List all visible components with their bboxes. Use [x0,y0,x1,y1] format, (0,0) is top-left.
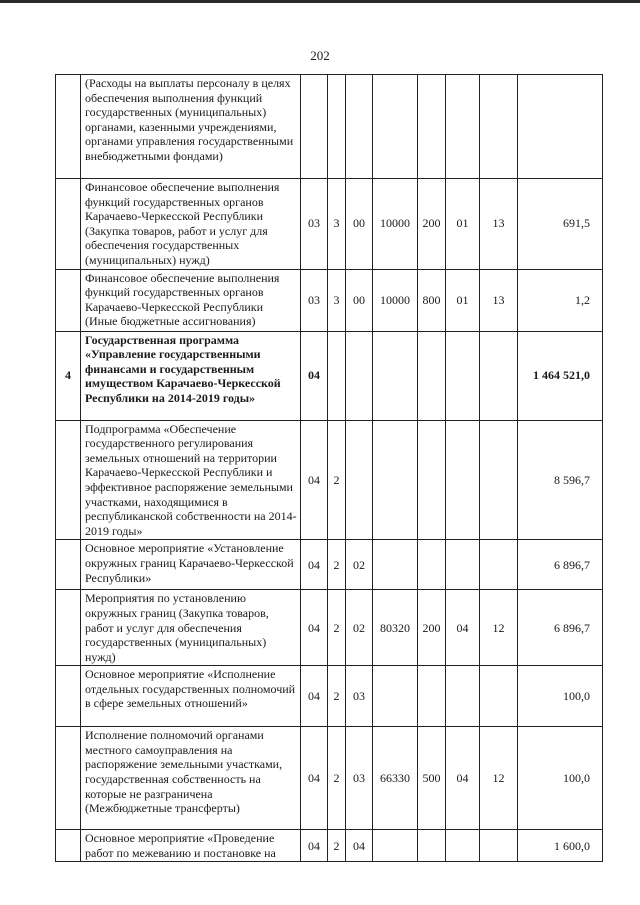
code-cell [346,420,373,540]
amount-cell: 100,0 [518,666,603,727]
code-cell: 04 [346,830,373,862]
code-cell: 04 [446,727,480,830]
code-cell: 04 [301,420,328,540]
page-number: 202 [310,48,330,63]
code-cell: 04 [301,331,328,420]
code-cell [373,420,418,540]
code-cell: 2 [328,727,346,830]
row-number-cell [56,666,81,727]
code-cell: 200 [418,179,446,270]
code-cell: 04 [301,830,328,862]
code-cell: 66330 [373,727,418,830]
code-cell: 01 [446,179,480,270]
code-cell [446,331,480,420]
code-cell: 04 [301,727,328,830]
row-number-cell [56,727,81,830]
row-name-cell: Финансовое обеспечение выполнения функций государственных органов Карачаево-Черкесской Республики (Закупка товаров, работ и услуг для обеспечения государственных (муниципальных) нужд) [81,179,301,270]
code-cell [373,666,418,727]
code-cell: 13 [480,269,518,331]
code-cell: 10000 [373,269,418,331]
code-cell: 2 [328,540,346,590]
code-cell: 04 [301,540,328,590]
code-cell [373,830,418,862]
amount-cell: 8 596,7 [518,420,603,540]
amount-cell: 6 896,7 [518,590,603,666]
code-cell: 03 [301,179,328,270]
row-name-cell: Основное мероприятие «Проведение работ по межеванию и постановке на [81,830,301,862]
code-cell: 04 [301,666,328,727]
code-cell [328,331,346,420]
table-row [56,540,603,590]
table-row [56,727,603,830]
code-cell: 800 [418,269,446,331]
table-row [56,590,603,666]
code-cell [480,420,518,540]
row-name-cell: Мероприятия по установлению окружных границ (Закупка товаров, работ и услуг для обеспечения государственных (муниципальных) нужд) [81,590,301,666]
row-name-cell: Основное мероприятие «Установление окружных границ Карачаево-Черкесской Республики» [81,540,301,590]
code-cell [301,75,328,179]
code-cell [373,540,418,590]
row-number-cell: 4 [56,331,81,420]
code-cell: 80320 [373,590,418,666]
code-cell [373,75,418,179]
code-cell: 03 [301,269,328,331]
table-row [56,331,603,420]
row-name-cell: Финансовое обеспечение выполнения функций государственных органов Карачаево-Черкесской Республики (Иные бюджетные ассигнования) [81,269,301,331]
code-cell: 03 [346,727,373,830]
code-cell [480,75,518,179]
code-cell: 02 [346,590,373,666]
code-cell: 2 [328,830,346,862]
code-cell: 2 [328,420,346,540]
row-name-cell: Исполнение полномочий органами местного самоуправления на распоряжение земельными участками, государственная собственность на которые не разграничена (Межбюджетные трансферты) [81,727,301,830]
code-cell: 04 [301,590,328,666]
code-cell [446,830,480,862]
row-number-cell [56,269,81,331]
budget-table [55,74,603,862]
code-cell [446,420,480,540]
table-row [56,666,603,727]
code-cell: 200 [418,590,446,666]
amount-cell: 1,2 [518,269,603,331]
code-cell [446,540,480,590]
code-cell [446,666,480,727]
code-cell [480,540,518,590]
top-border-line [0,0,640,3]
code-cell: 500 [418,727,446,830]
code-cell: 02 [346,540,373,590]
row-number-cell [56,420,81,540]
code-cell [418,331,446,420]
code-cell: 12 [480,727,518,830]
amount-cell: 691,5 [518,179,603,270]
code-cell [328,75,346,179]
row-number-cell [56,540,81,590]
code-cell: 13 [480,179,518,270]
code-cell: 3 [328,179,346,270]
code-cell: 00 [346,269,373,331]
code-cell [480,830,518,862]
table-row [56,420,603,540]
code-cell [418,830,446,862]
code-cell [346,331,373,420]
table-row [56,179,603,270]
row-number-cell [56,179,81,270]
code-cell: 04 [446,590,480,666]
code-cell [418,666,446,727]
code-cell [418,75,446,179]
table-row [56,75,603,179]
code-cell [446,75,480,179]
table-row [56,269,603,331]
table-row [56,830,603,862]
amount-cell [518,75,603,179]
amount-cell: 6 896,7 [518,540,603,590]
row-number-cell [56,590,81,666]
code-cell [373,331,418,420]
row-name-cell: Основное мероприятие «Исполнение отдельных государственных полномочий в сфере земельных отношений» [81,666,301,727]
code-cell [346,75,373,179]
amount-cell: 1 600,0 [518,830,603,862]
code-cell: 2 [328,590,346,666]
code-cell [418,540,446,590]
row-name-cell: Государственная программа «Управление государственными финансами и государственным имуществом Карачаево-Черкесской Республики на 2014-2019 годы» [81,331,301,420]
code-cell: 2 [328,666,346,727]
code-cell: 03 [346,666,373,727]
amount-cell: 100,0 [518,727,603,830]
row-name-cell: Подпрограмма «Обеспечение государственного регулирования земельных отношений на территории Карачаево-Черкесской Республики и эффективное распоряжение земельными участками, находящимися в республиканской собственности на 2014-2019 годы» [81,420,301,540]
row-number-cell [56,75,81,179]
code-cell [480,331,518,420]
amount-cell: 1 464 521,0 [518,331,603,420]
code-cell: 01 [446,269,480,331]
code-cell: 10000 [373,179,418,270]
code-cell [418,420,446,540]
row-name-cell: (Расходы на выплаты персоналу в целях обеспечения выполнения функций государственных (муниципальных) органами, казенными учреждениями, органами управления государственными внебюджетными фондами) [81,75,301,179]
code-cell [480,666,518,727]
code-cell: 12 [480,590,518,666]
code-cell: 3 [328,269,346,331]
row-number-cell [56,830,81,862]
code-cell: 00 [346,179,373,270]
